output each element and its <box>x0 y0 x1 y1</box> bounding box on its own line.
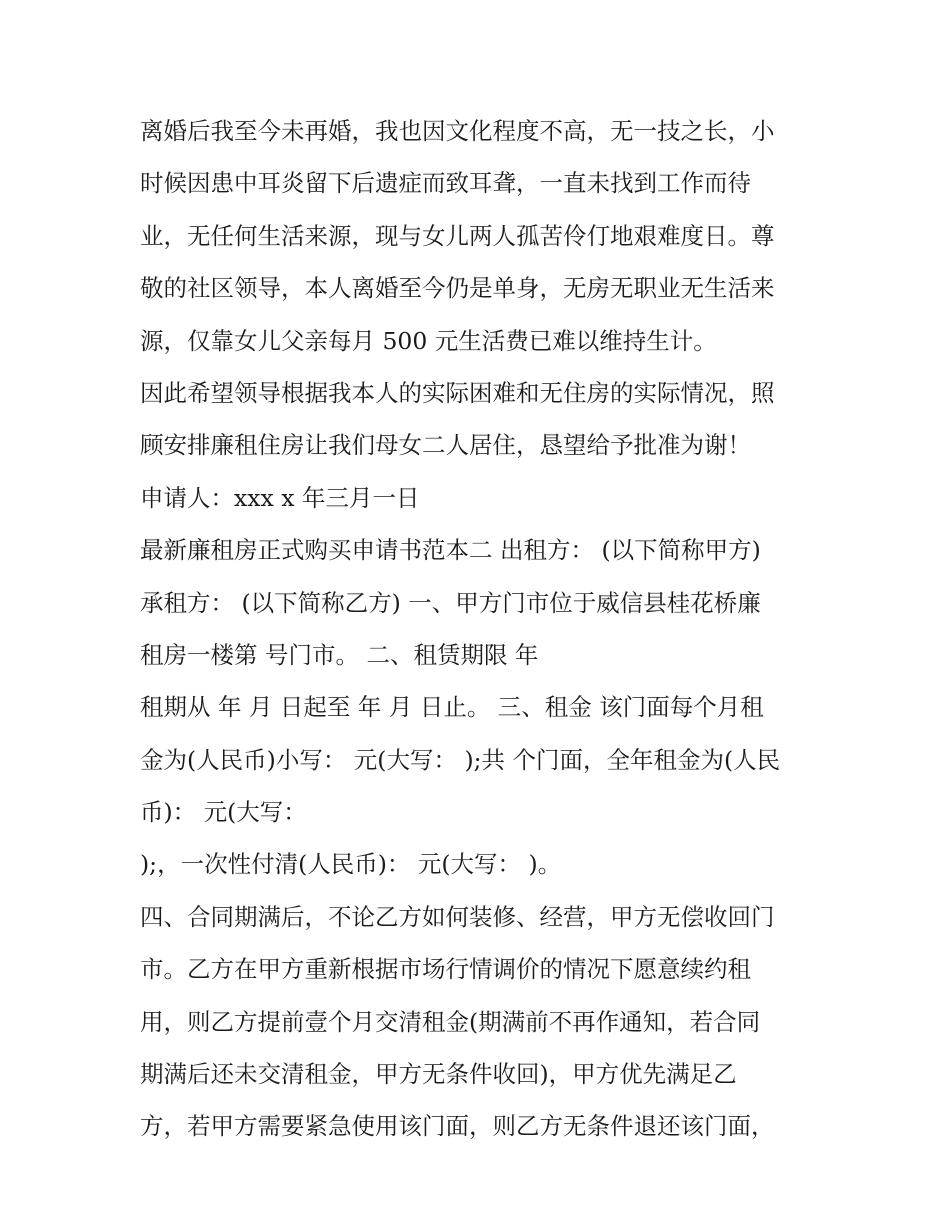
text-line: 四、合同期满后，不论乙方如何装修、经营，甲方无偿收回门 <box>140 902 775 931</box>
text-line: 币)： 元(大写： <box>140 798 307 827</box>
text-line: 源，仅靠女儿父亲每月 500 元生活费已难以维持生计。 <box>140 326 717 355</box>
text-line: 租房一楼第 号门市。 二、租赁期限 年 <box>140 640 539 669</box>
text-line: 敬的社区领导，本人离婚至今仍是单身，无房无职业无生活来 <box>140 274 775 303</box>
text-line: 方，若甲方需要紧急使用该门面，则乙方无条件退还该门面， <box>140 1112 775 1141</box>
text-line: 承租方： (以下简称乙方) 一、甲方门市位于威信县桂花桥廉 <box>140 588 761 617</box>
text-line: );，一次性付清(人民币)： 元(大写： )。 <box>140 850 562 879</box>
applicant-signature-line: 申请人：xxx x 年三月一日 <box>140 483 420 512</box>
text-line: 业，无任何生活来源，现与女儿两人孤苦伶仃地艰难度日。尊 <box>140 221 775 250</box>
text-line: 因此希望领导根据我本人的实际困难和无住房的实际情况，照 <box>140 378 775 407</box>
text-line: 期满后还未交清租金，甲方无条件收回)，甲方优先满足乙 <box>140 1060 737 1089</box>
section-heading-line: 最新廉租房正式购买申请书范本二 出租方： (以下简称甲方) <box>140 536 761 565</box>
document-body <box>140 105 820 1153</box>
text-line: 金为(人民币)小写： 元(大写： );共 个门面，全年租金为(人民 <box>140 745 781 774</box>
text-line: 用，则乙方提前壹个月交清租金(期满前不再作通知，若合同 <box>140 1007 761 1036</box>
text-line: 离婚后我至今未再婚，我也因文化程度不高，无一技之长，小 <box>140 117 775 145</box>
text-line: 时候因患中耳炎留下后遗症而致耳聋，一直未找到工作而待 <box>140 169 751 198</box>
text-line: 租期从 年 月 日起至 年 月 日止。 三、租金 该门面每个月租 <box>140 693 764 722</box>
text-line: 市。乙方在甲方重新根据市场行情调价的情况下愿意续约租 <box>140 955 751 984</box>
text-line: 顾安排廉租住房让我们母女二人居住，恳望给予批准为谢！ <box>140 431 751 460</box>
